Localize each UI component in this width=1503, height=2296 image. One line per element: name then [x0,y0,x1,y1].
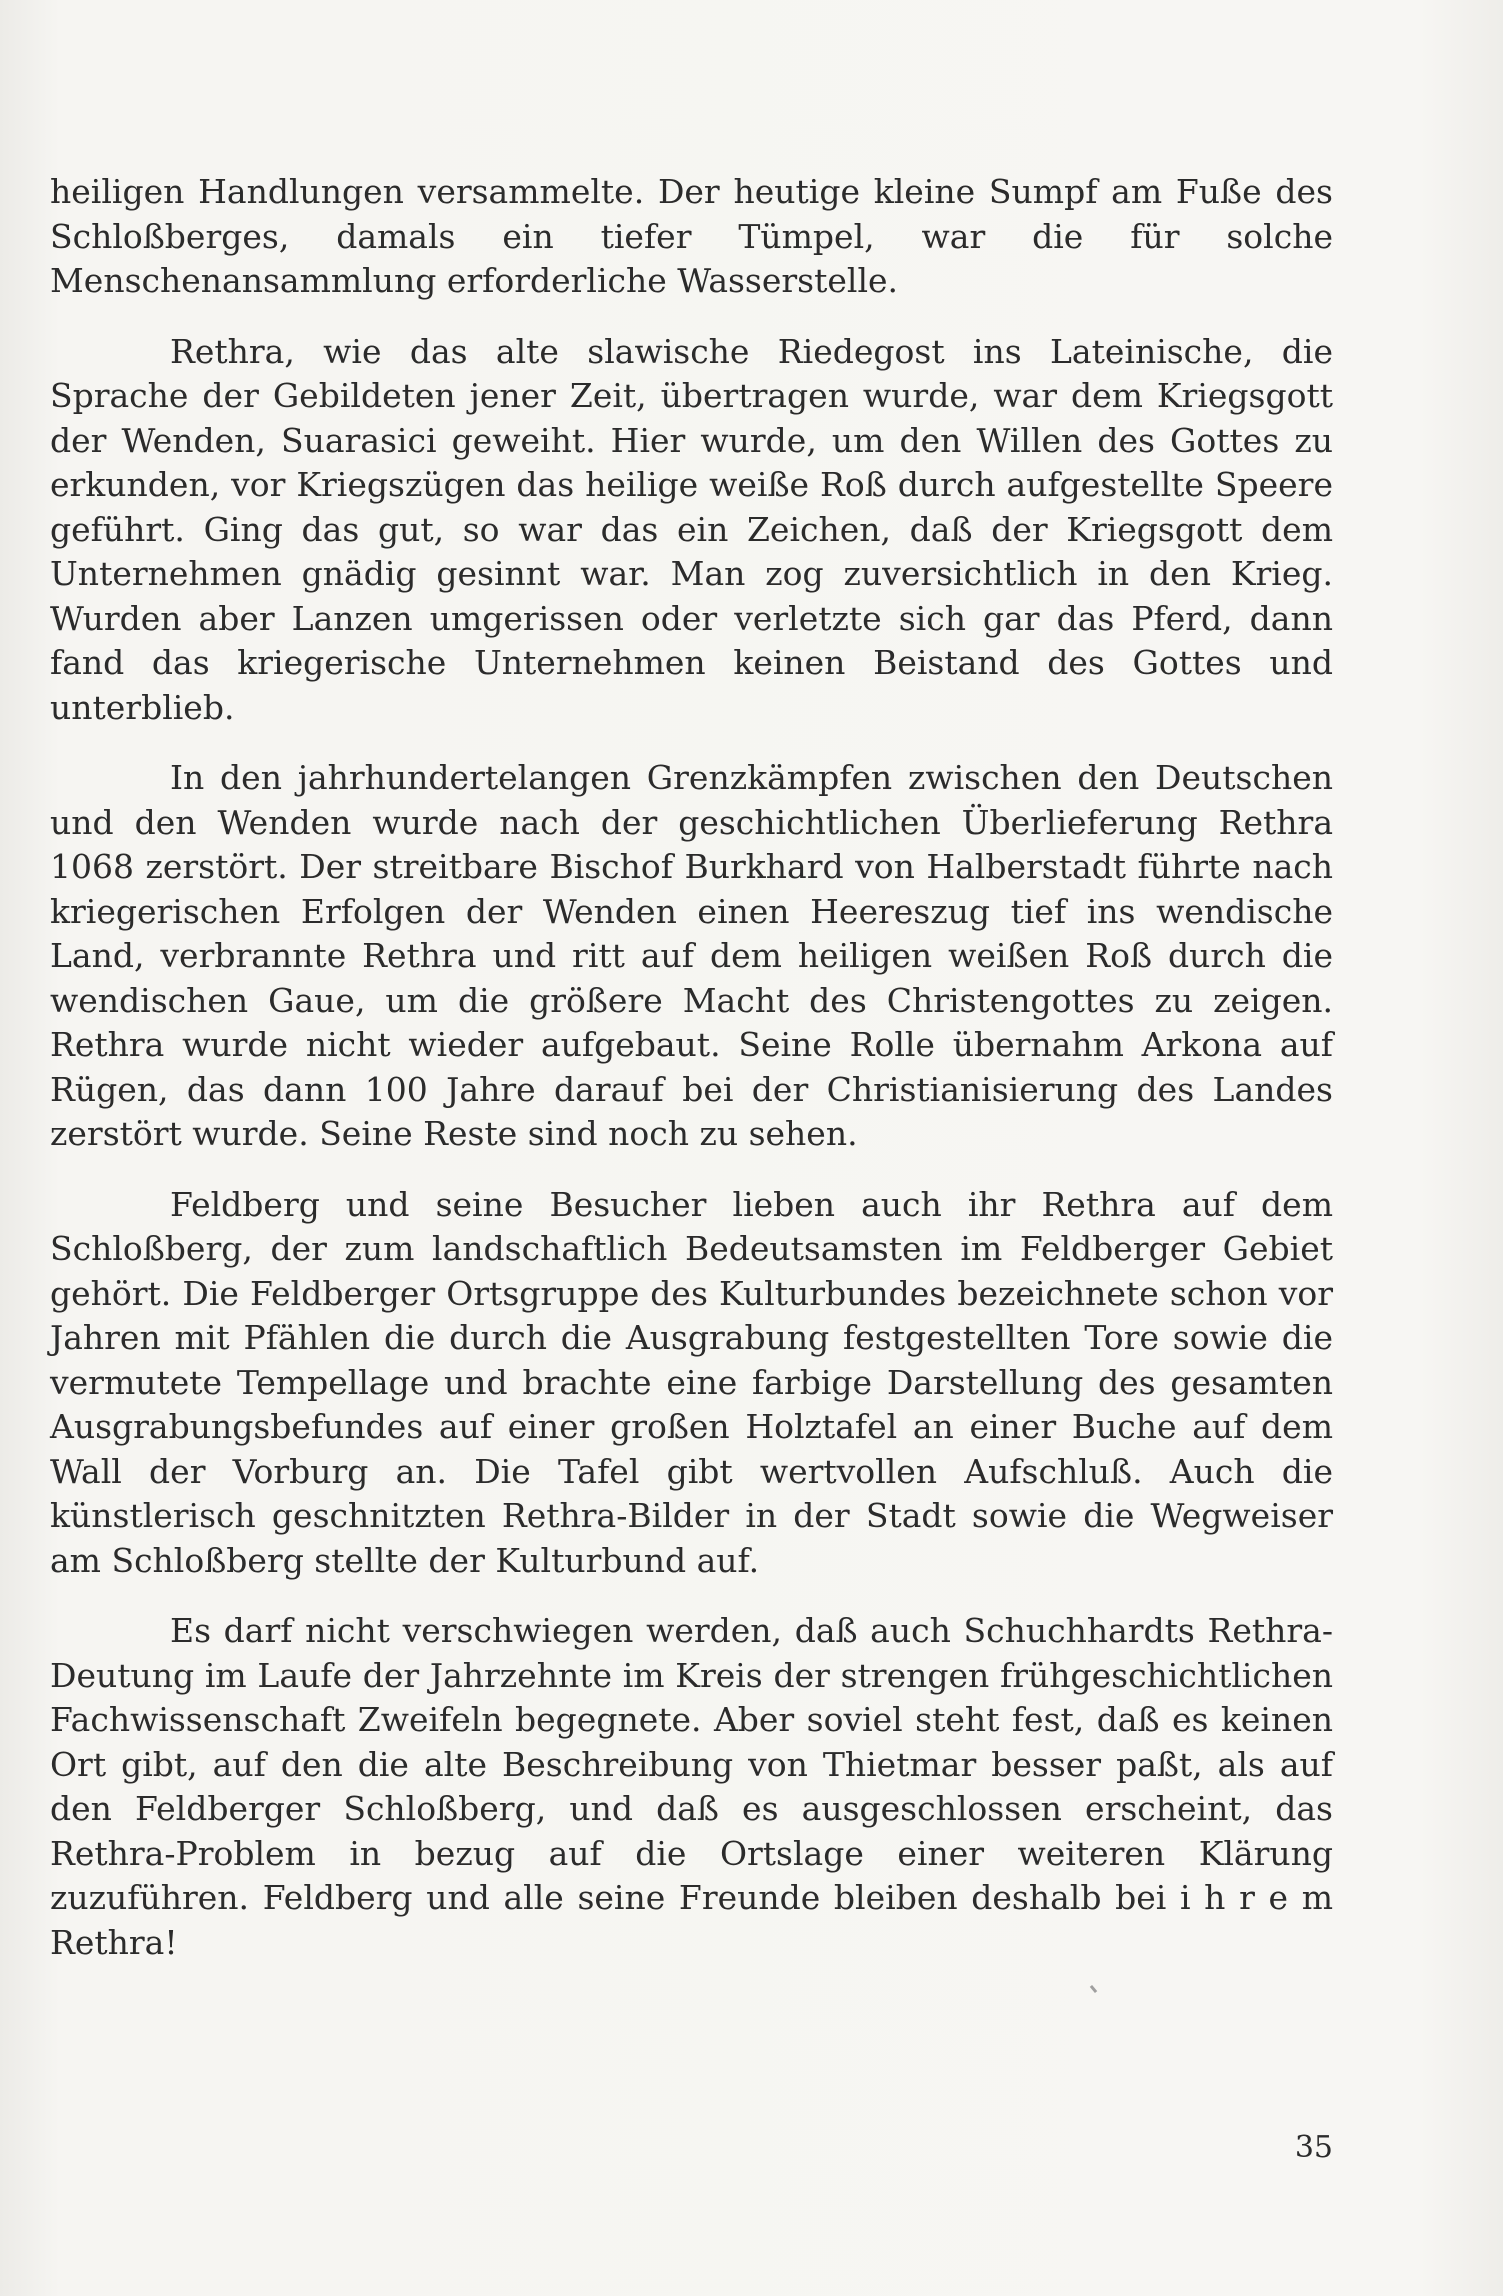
paragraph-5: Es darf nicht verschwiegen werden, daß auch Schuchhardts Rethra-Deutung im Laufe der Jahrzehnte im Kreis der strengen frühgeschichtlichen Fachwissenschaft Zweifeln begegnete. Aber soviel steht fest, daß es keinen Ort gibt, auf den die alte Beschreibung von Thietmar besser paßt, als auf den Feldberger Schloßberg, und daß es ausgeschlossen erscheint, das Rethra-Problem in bezug auf die Ortslage einer weiteren Klärung zuzuführen. Feldberg und alle seine Freunde bleiben deshalb bei i h r e m Rethra! [50,1611,1333,1962]
paragraph-1: heiligen Handlungen versammelte. Der heutige kleine Sumpf am Fuße des Schloßberges, damals ein tiefer Tümpel, war die für solche Menschenansammlung erforderliche Wasserstelle. [50,172,1333,300]
print-speck [1090,1985,1097,1993]
paragraph-4: Feldberg und seine Besucher lieben auch ihr Rethra auf dem Schloßberg, der zum landschaftlich Bedeutsamsten im Feldberger Gebiet gehört. Die Feldberger Ortsgruppe des Kulturbundes bezeichnete schon vor Jahren mit Pfählen die durch die Ausgrabung festgestellten Tore sowie die vermutete Tempellage und brachte eine farbige Darstellung des gesamten Ausgrabungsbefundes auf einer großen Holztafel an einer Buche auf dem Wall der Vorburg an. Die Tafel gibt wertvollen Aufschluß. Auch die künstlerisch geschnitzten Rethra-Bilder in der Stadt sowie die Wegweiser am Schloßberg stellte der Kulturbund auf. [50,1184,1333,1580]
paragraph-3: In den jahrhundertelangen Grenzkämpfen zwischen den Deutschen und den Wenden wurde nach der geschichtlichen Überlieferung Rethra 1068 zerstört. Der streitbare Bischof Burkhard von Halberstadt führte nach kriegerischen Erfolgen der Wenden einen Heereszug tief ins wendische Land, verbrannte Rethra und ritt auf dem heiligen weißen Roß durch die wendischen Gaue, um die größere Macht des Christengottes zu zeigen. Rethra wurde nicht wieder aufgebaut. Seine Rolle übernahm Arkona auf Rügen, das dann 100 Jahre darauf bei der Christianisierung des Landes zerstört wurde. Seine Reste sind noch zu sehen. [50,758,1333,1153]
body-text [50,170,1333,1965]
paragraph-2: Rethra, wie das alte slawische Riedegost ins Lateinische, die Sprache der Gebildeten jener Zeit, übertragen wurde, war dem Kriegsgott der Wenden, Suarasici geweiht. Hier wurde, um den Willen des Gottes zu erkunden, vor Kriegszügen das heilige weiße Roß durch aufgestellte Speere geführt. Ging das gut, so war das ein Zeichen, daß der Kriegsgott dem Unternehmen gnädig gesinnt war. Man zog zuversichtlich in den Krieg. Wurden aber Lanzen umgerissen oder verletzte sich gar das Pferd, dann fand das kriegerische Unternehmen keinen Beistand des Gottes und unterblieb. [50,331,1333,727]
page-number: 35 [1294,2130,1333,2165]
